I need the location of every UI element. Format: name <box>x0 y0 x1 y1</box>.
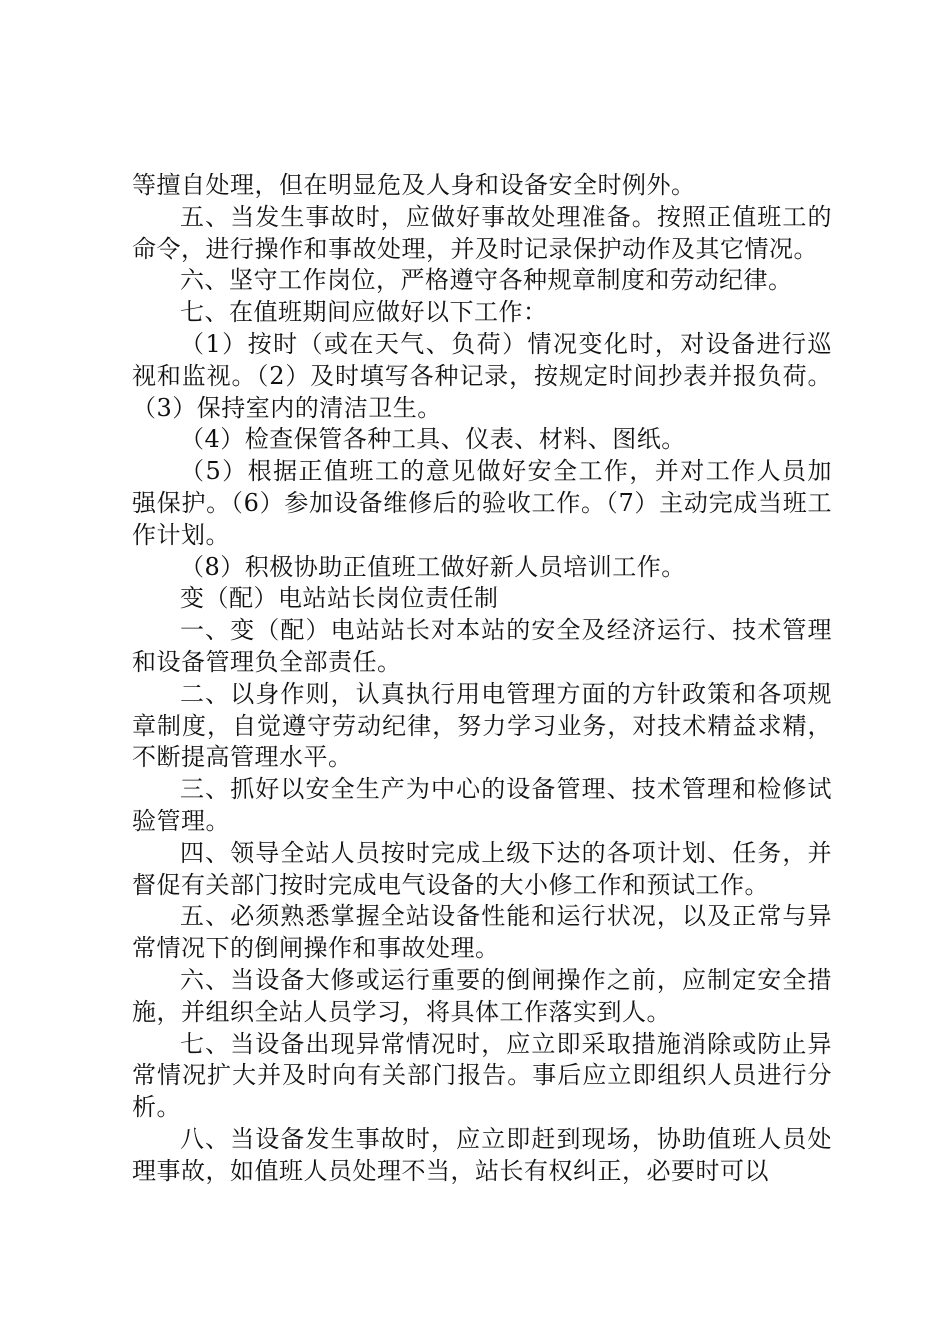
paragraph-11: 二、以身作则，认真执行用电管理方面的方针政策和各项规章制度，自觉遵守劳动纪律，努力学习业务，对技术精益求精，不断提高管理水平。 <box>132 679 832 772</box>
paragraph-17: 八、当设备发生事故时，应立即赶到现场，协助值班人员处理事故，如值班人员处理不当，站长有权纠正，必要时可以 <box>132 1124 832 1185</box>
paragraph-10: 一、变（配）电站站长对本站的安全及经济运行、技术管理和设备管理负全部责任。 <box>132 616 832 676</box>
paragraph-6: （4）检查保管各种工具、仪表、材料、图纸。 <box>180 425 686 454</box>
paragraph-14: 五、必须熟悉掌握全站设备性能和运行状况，以及正常与异常情况下的倒闸操作和事故处理。 <box>132 902 832 963</box>
document-body <box>132 170 832 1188</box>
paragraph-13: 四、领导全站人员按时完成上级下达的各项计划、任务，并督促有关部门按时完成电气设备的大小修工作和预试工作。 <box>132 838 832 899</box>
paragraph-4: 七、在值班期间应做好以下工作： <box>180 298 548 327</box>
paragraph-16: 七、当设备出现异常情况时，应立即采取措施消除或防止异常情况扩大并及时向有关部门报告。事后应立即组织人员进行分析。 <box>132 1029 832 1122</box>
paragraph-3: 六、坚守工作岗位，严格遵守各种规章制度和劳动纪律。 <box>180 266 793 295</box>
paragraph-15: 六、当设备大修或运行重要的倒闸操作之前，应制定安全措施，并组织全站人员学习，将具体工作落实到人。 <box>132 965 832 1026</box>
section-heading: 变（配）电站站长岗位责任制 <box>180 584 499 613</box>
paragraph-12: 三、抓好以安全生产为中心的设备管理、技术管理和检修试验管理。 <box>132 775 832 835</box>
paragraph-1: 等擅自处理，但在明显危及人身和设备安全时例外。 <box>132 171 696 199</box>
paragraph-2: 五、当发生事故时，应做好事故处理准备。按照正值班工的命令，进行操作和事故处理，并及时记录保护动作及其它情况。 <box>132 202 832 263</box>
paragraph-5: （1）按时（或在天气、负荷）情况变化时，对设备进行巡视和监视。（2）及时填写各种记录，按规定时间抄表并报负荷。（3）保持室内的清洁卫生。 <box>132 329 832 422</box>
paragraph-7: （5）根据正值班工的意见做好安全工作，并对工作人员加强保护。（6）参加设备维修后的验收工作。（7）主动完成当班工作计划。 <box>132 457 832 549</box>
paragraph-8: （8）积极协助正值班工做好新人员培训工作。 <box>180 552 686 581</box>
